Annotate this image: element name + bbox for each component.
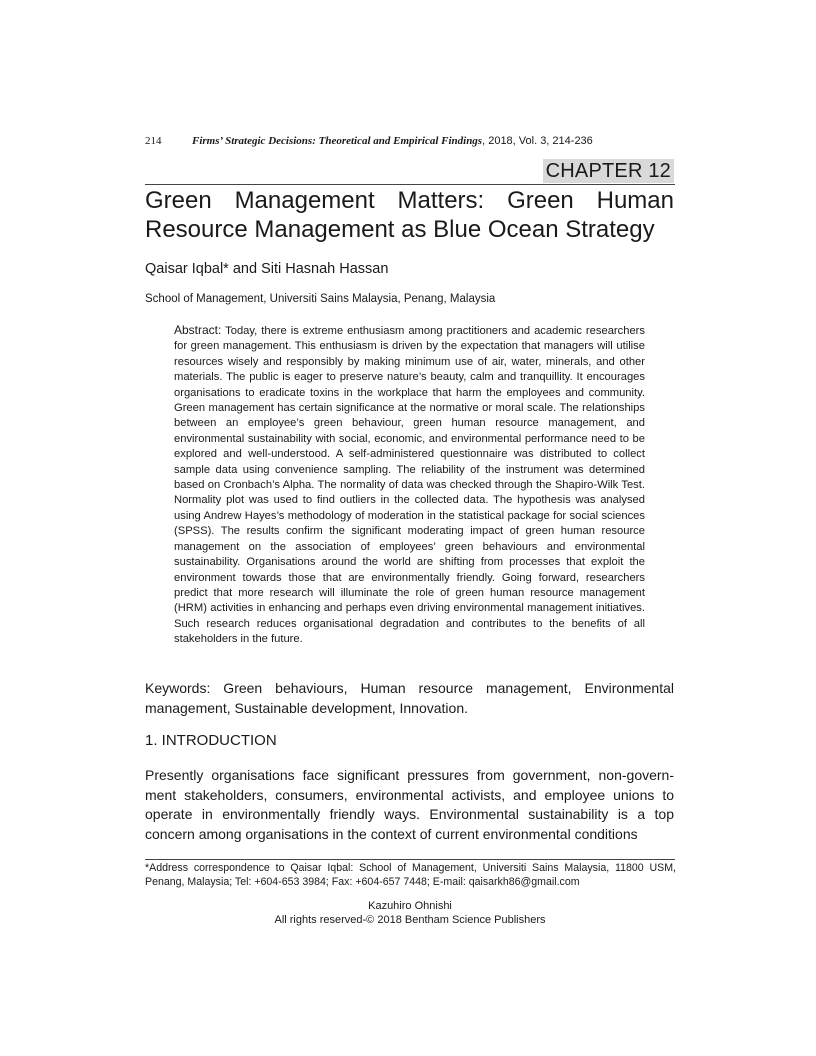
running-head bbox=[145, 134, 675, 148]
title-line-2: Resource Management as Blue Ocean Strategy bbox=[145, 216, 655, 243]
correspondence-footnote: *Address correspondence to Qaisar Iqbal: School of Management, Universiti Sains Malaysia, 11800 USM, Penang, Malaysia; Tel: +604-653 3984; Fax: +604-657 7448; E-mail: qaisarkh86@gmail.com bbox=[145, 862, 676, 889]
abstract-text: Today, there is extreme enthusiasm among practitioners and academic researchers for green management. This enthusiasm is driven by the expectation that managers will utilise resources wisely and responsibly by making minimum use of air, water, minerals, and other materials. The public is eager to preserve nature’s beauty, calm and tranquillity. It encourages organisations to eradicate toxins in the workplace that harm the employees and community. Green management has certain significance at the normative or moral scale. The relationships between an employee’s green behaviour, green human resource management, and environmental sustainability with social, economic, and environmental performance need to be explored and well-understood. A self-administered questionnaire was distributed to collect sample data using convenience sampling. The reliability of the instrument was determined based on Cronbach’s Alpha. The normality of data was checked through the Shapiro-Wilk Test. Normality plot was used to find outliers in the collected data. The hypothesis was analysed using Andrew Hayes’s methodology of moderation in the statistical package for social sciences (SPSS). The results confirm the significant moderating impact of green human resource management on the association of employees’ green behaviours and environmental sustainability. Organisations around the world are shifting from processes that exploit the environment towards those that are environmentally friendly. Going forward, researchers predict that more research will illuminate the role of green human resource management (HRM) activities in enhancing and perhaps even driving environmental management initiatives. Such research reduces organisational degradation and contributes to the benefits of all stakeholders in the future. bbox=[174, 325, 645, 646]
journal-title: Firms’ Strategic Decisions: Theoretical and Empirical Findings bbox=[192, 135, 483, 147]
abstract-label: Abstract: bbox=[174, 323, 222, 337]
keywords bbox=[145, 679, 674, 718]
editor-name: Kazuhiro Ohnishi bbox=[368, 900, 452, 912]
section-heading-introduction: 1. INTRODUCTION bbox=[145, 732, 277, 749]
footnote-rule bbox=[145, 859, 675, 860]
journal-details: , 2018, Vol. 3, 214-236 bbox=[482, 135, 593, 147]
affiliation: School of Management, Universiti Sains Malaysia, Penang, Malaysia bbox=[145, 293, 496, 305]
keywords-text: Green behaviours, Human resource management, Environmental management, Sustainable development, Innovation. bbox=[145, 680, 674, 716]
chapter-rule bbox=[145, 184, 675, 185]
page-number: 214 bbox=[145, 135, 162, 147]
copyright-notice: All rights reserved-© 2018 Bentham Science Publishers bbox=[274, 914, 546, 926]
paper-title bbox=[145, 186, 674, 244]
chapter-label: CHAPTER 12 bbox=[543, 159, 674, 183]
introduction-paragraph: Presently organisations face significant pressures from government, non-govern-ment stakeholders, consumers, environmental activists, and employee unions to operate in environmentally friendly ways. Environmental sustainability is a top concern among organisations in the context of current environmental conditions bbox=[145, 767, 674, 842]
title-line-1: Green Management Matters: Green Human bbox=[145, 187, 674, 214]
keywords-label: Keywords: bbox=[145, 680, 211, 696]
authors: Qaisar Iqbal* and Siti Hasnah Hassan bbox=[145, 261, 389, 277]
abstract bbox=[174, 323, 645, 648]
